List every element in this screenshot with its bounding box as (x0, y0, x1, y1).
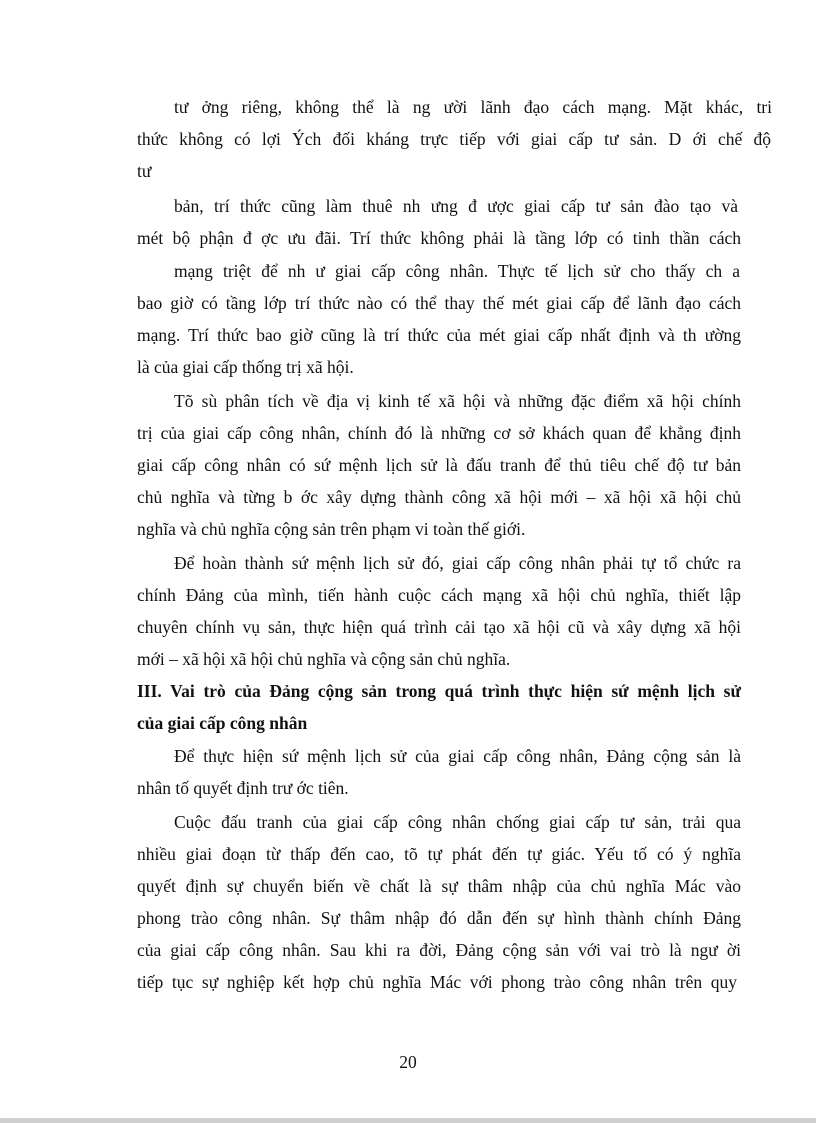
page-bottom-edge (0, 1118, 816, 1123)
text-line: tiếp tục sự nghiệp kết hợp chủ nghĩa Mác với phong trào công nhân trên quy (137, 972, 737, 992)
text-line: trị của giai cấp công nhân, chính đó là những cơ sở khách quan để khẳng định (137, 423, 741, 443)
text-line: mạng triệt để nh ư giai cấp công nhân. Thực tế lịch sử cho thấy ch a (174, 261, 740, 281)
text-line: chuyên chính vụ sản, thực hiện quá trình cải tạo xã hội cũ và xây dựng xã hội (137, 617, 741, 637)
text-line: tư ởng riêng, không thể là ng ười lãnh đạo cách mạng. Mặt khác, tri (174, 97, 772, 117)
text-line: bản, trí thức cũng làm thuê nh ưng đ ược giai cấp tư sản đào tạo và (174, 196, 738, 216)
text-line: giai cấp công nhân có sứ mệnh lịch sử là đấu tranh để thủ tiêu chế độ tư bản (137, 455, 741, 475)
text-line: nhân tố quyết định trư ớc tiên. (137, 778, 349, 798)
text-line: chính Đảng của mình, tiến hành cuộc cách mạng xã hội chủ nghĩa, thiết lập (137, 585, 741, 605)
section-heading: III. Vai trò của Đảng cộng sản trong quá trình thực hiện sứ mệnh lịch sử (137, 681, 741, 701)
text-line: mét bộ phận đ ợc ưu đãi. Trí thức không phải là tầng lớp có tinh thần cách (137, 228, 741, 248)
text-line: bao giờ có tầng lớp trí thức nào có thể thay thế mét giai cấp để lãnh đạo cách (137, 293, 741, 313)
text-line: Cuộc đấu tranh của giai cấp công nhân chống giai cấp tư sản, trải qua (174, 812, 741, 832)
text-line: Để hoàn thành sứ mệnh lịch sử đó, giai cấp công nhân phải tự tổ chức ra (174, 553, 741, 573)
text-line: mới – xã hội xã hội chủ nghĩa và cộng sản chủ nghĩa. (137, 649, 511, 669)
text-line: mạng. Trí thức bao giờ cũng là trí thức của mét giai cấp nhất định và th ường (137, 325, 741, 345)
text-line: Tõ sù phân tích về địa vị kinh tế xã hội và những đặc điểm xã hội chính (174, 391, 741, 411)
text-line: chủ nghĩa và từng b ớc xây dựng thành công xã hội mới – xã hội xã hội chủ (137, 487, 741, 507)
text-line: nghĩa và chủ nghĩa cộng sản trên phạm vi toàn thế giới. (137, 519, 526, 539)
text-line: phong trào công nhân. Sự thâm nhập đó dẫn đến sự hình thành chính Đảng (137, 908, 741, 928)
section-heading: của giai cấp công nhân (137, 713, 308, 733)
text-line: của giai cấp công nhân. Sau khi ra đời, Đảng cộng sản với vai trò là ngư ời (137, 940, 741, 960)
text-line: quyết định sự chuyển biến về chất là sự thâm nhập của chủ nghĩa Mác vào (137, 876, 741, 896)
text-line: thức không có lợi Ých đối kháng trực tiếp với giai cấp tư sản. D ới chế độ (137, 129, 771, 149)
text-line: nhiều giai đoạn từ thấp đến cao, tõ tự phát đến tự giác. Yếu tố có ý nghĩa (137, 844, 741, 864)
text-line: tư (137, 161, 152, 181)
text-line: là của giai cấp thống trị xã hội. (137, 357, 354, 377)
text-line: Để thực hiện sứ mệnh lịch sử của giai cấp công nhân, Đảng cộng sản là (174, 746, 741, 766)
page-number: 20 (399, 1052, 417, 1072)
